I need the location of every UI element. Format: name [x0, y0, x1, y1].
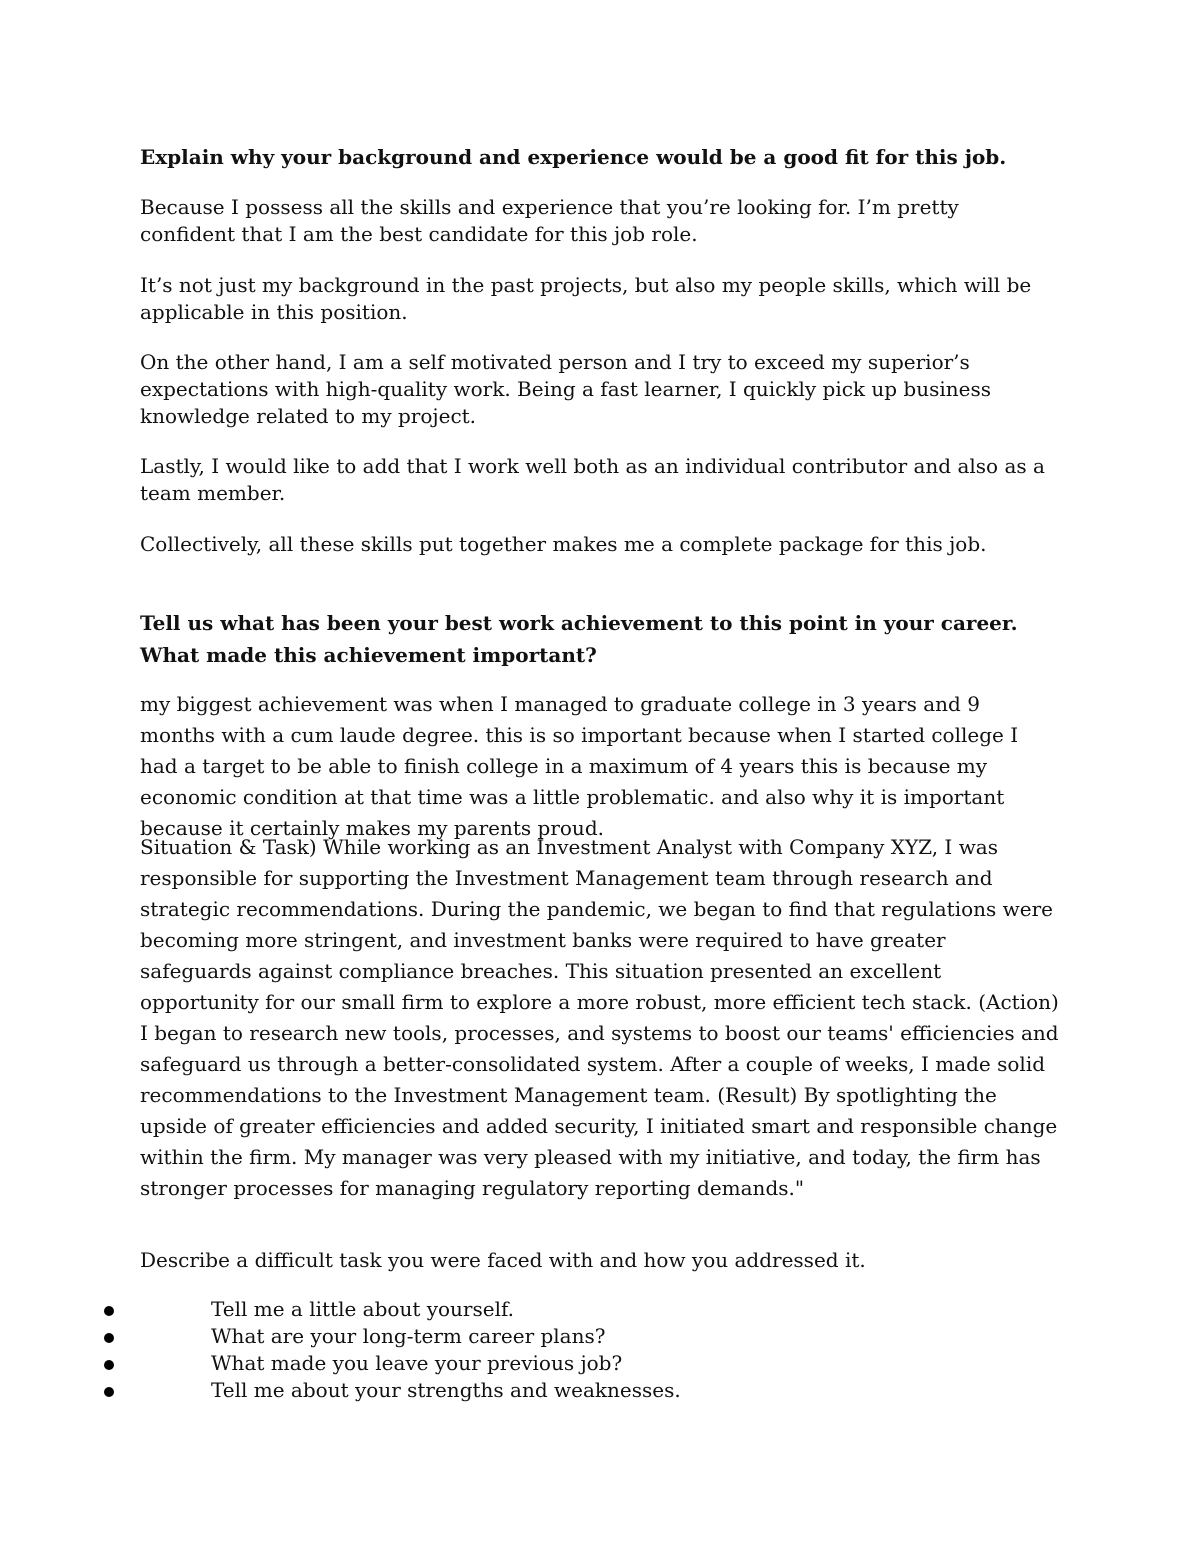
list-item-text: What made you leave your previous job? [211, 1351, 623, 1375]
question-2-heading: Tell us what has been your best work achievement to this point in your career. What made this achievement important? [140, 611, 1018, 667]
answer-1-paragraph-3: On the other hand, I am a self motivated person and I try to exceed my superior’s expectations with high-quality work. Being a fast learner, I quickly pick up business knowledge related to my project. [140, 350, 992, 428]
bullet-icon [104, 1333, 114, 1343]
list-item [100, 1323, 900, 1350]
bullet-icon [104, 1387, 114, 1397]
bullet-icon [104, 1306, 114, 1316]
answer-1-paragraph-5: Collectively, all these skills put together makes me a complete package for this job. [140, 532, 987, 556]
question-1-heading: Explain why your background and experience would be a good fit for this job. [140, 145, 1007, 169]
list-item [100, 1377, 900, 1404]
list-item [100, 1296, 900, 1323]
question-3-text: Describe a difficult task you were faced with and how you addressed it. [140, 1248, 866, 1272]
list-item-text: Tell me a little about yourself. [211, 1297, 515, 1321]
list-item-text: What are your long-term career plans? [211, 1324, 606, 1348]
answer-1-paragraph-4: Lastly, I would like to add that I work well both as an individual contributor and also as a team member. [140, 454, 1045, 505]
question-bullet-list [100, 1296, 900, 1404]
list-item-text: Tell me about your strengths and weaknesses. [211, 1378, 681, 1402]
answer-1-paragraph-1: Because I possess all the skills and experience that you’re looking for. I’m pretty confident that I am the best candidate for this job role. [140, 195, 959, 246]
list-item [100, 1350, 900, 1377]
bullet-icon [104, 1360, 114, 1370]
answer-2-paragraph-1: my biggest achievement was when I managed to graduate college in 3 years and 9 months with a cum laude degree. this is so important because when I started college I had a target to be able to finish college in a maximum of 4 years this is because my economic condition at that time was a little problematic. and also why it is important because it certainly makes my parents proud. [140, 692, 1019, 840]
answer-2-paragraph-2: Situation & Task) While working as an Investment Analyst with Company XYZ, I was responsible for supporting the Investment Management team through research and strategic recommendations. During the pandemic, we began to find that regulations were becoming more stringent, and investment banks were required to have greater safeguards against compliance breaches. This situation presented an excellent opportunity for our small firm to explore a more robust, more efficient tech stack. (Action) I began to research new tools, processes, and systems to boost our teams' efficiencies and safeguard us through a better-consolidated system. After a couple of weeks, I made solid recommendations to the Investment Management team. (Result) By spotlighting the upside of greater efficiencies and added security, I initiated smart and responsible change within the firm. My manager was very pleased with my initiative, and today, the firm has stronger processes for managing regulatory reporting demands." [140, 835, 1059, 1200]
answer-1-paragraph-2: It’s not just my background in the past projects, but also my people skills, which will be applicable in this position. [140, 273, 1032, 324]
